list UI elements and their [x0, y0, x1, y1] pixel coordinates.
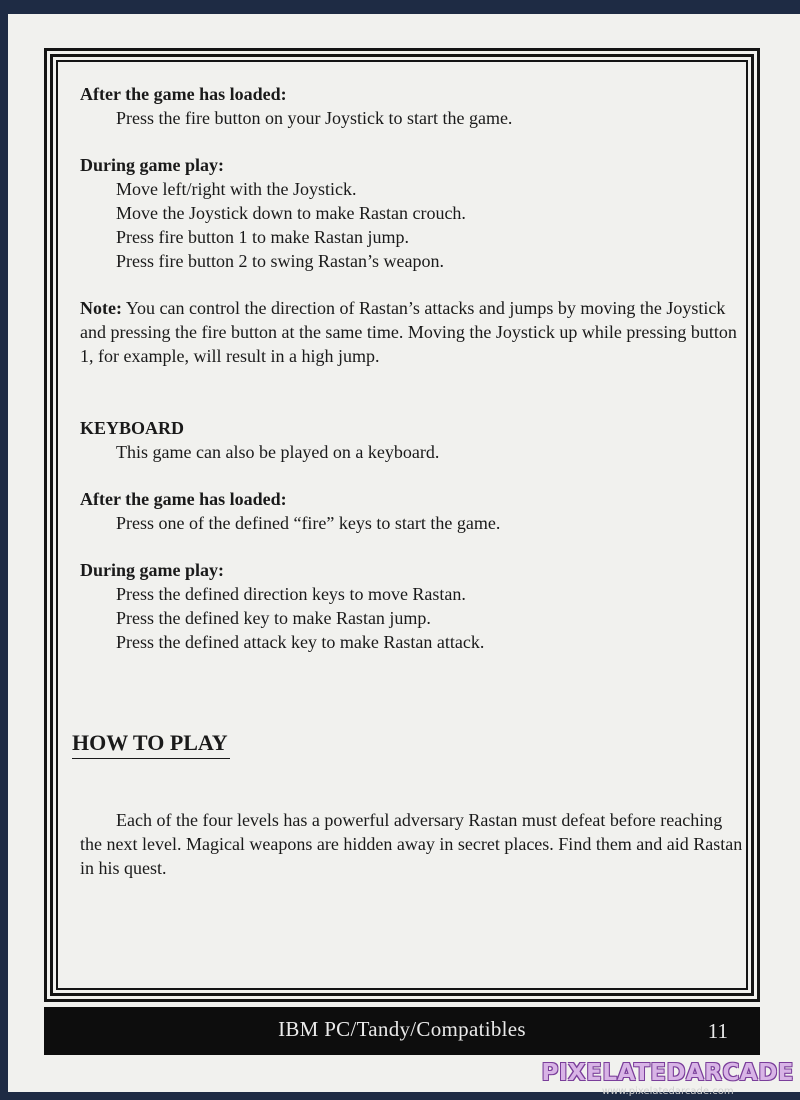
keyboard-during-play-heading: During game play: [80, 560, 224, 580]
joystick-instruction-line: Press fire button 2 to swing Rastan’s weapon. [116, 251, 444, 271]
note-text: You can control the direction of Rastan’s attacks and jumps by moving the Joystick and pressing the fire button at the same time. Moving the Joystick up while pressing button 1, for example, will result in a high jump. [80, 298, 737, 366]
keyboard-instruction-line: Press the defined direction keys to move Rastan. [116, 584, 466, 604]
how-to-play-heading: HOW TO PLAY [72, 728, 230, 759]
joystick-after-loaded-text: Press the fire button on your Joystick to start the game. [116, 108, 513, 128]
joystick-instruction-line: Move left/right with the Joystick. [116, 179, 357, 199]
controls-section [80, 82, 750, 654]
how-to-play-paragraph: Each of the four levels has a powerful adversary Rastan must defeat before reaching the next level. Magical weapons are hidden away in secret places. Find them and aid Rastan in his quest. [80, 810, 743, 878]
note-paragraph [80, 296, 750, 368]
keyboard-heading: KEYBOARD [80, 418, 185, 438]
joystick-instruction-line: Move the Joystick down to make Rastan crouch. [116, 203, 466, 223]
watermark-url: www.pixelatedarcade.com [601, 1086, 734, 1097]
keyboard-intro: This game can also be played on a keyboard. [116, 442, 440, 462]
keyboard-after-loaded-heading: After the game has loaded: [80, 489, 287, 509]
keyboard-after-loaded-text: Press one of the defined “fire” keys to start the game. [116, 513, 501, 533]
joystick-during-play-heading: During game play: [80, 155, 224, 175]
page-footer-bar [44, 1007, 760, 1055]
keyboard-instruction-line: Press the defined key to make Rastan jump. [116, 608, 431, 628]
note-label: Note: [80, 298, 122, 318]
joystick-after-loaded-heading: After the game has loaded: [80, 84, 287, 104]
page-number: 11 [707, 1019, 728, 1043]
joystick-instruction-line: Press fire button 1 to make Rastan jump. [116, 227, 409, 247]
watermark [541, 1060, 794, 1098]
watermark-brand: PIXELATEDARCADE [541, 1060, 794, 1086]
keyboard-instruction-line: Press the defined attack key to make Rastan attack. [116, 632, 485, 652]
footer-title: IBM PC/Tandy/Compatibles [278, 1017, 526, 1041]
